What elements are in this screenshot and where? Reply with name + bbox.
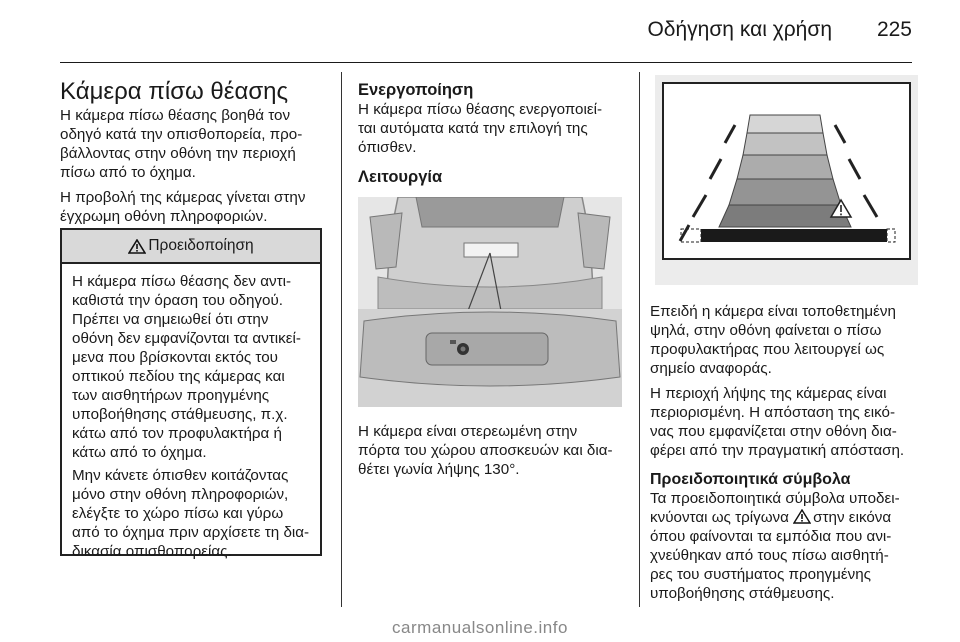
distance-paragraph: Η περιοχή λήψης της κάμερας είναι περιορισμένη. Η απόσταση της εικό- νας που εμφανίζεται στην οθόνη δια- φέρει από την πραγματική απόσταση. <box>650 385 905 459</box>
bumper-reference-paragraph: Επειδή η κάμερα είναι τοποθετημένη ψηλά, στην οθόνη φαίνεται ο πίσω προφυλακτήρας που λειτουργεί ως σημείο αναφοράς. <box>650 303 896 377</box>
activation-heading: Ενεργοποίηση <box>358 81 474 99</box>
column-divider-2 <box>639 72 640 607</box>
warning-symbols-heading: Προειδοποιητικά σύμβολα <box>650 471 851 488</box>
warning-header <box>62 230 320 264</box>
section-heading: Κάμερα πίσω θέασης <box>60 78 289 105</box>
column-divider-1 <box>341 72 342 607</box>
warning-box <box>60 228 322 560</box>
header-title: Οδήγηση και χρήση <box>647 18 832 41</box>
warning-body <box>62 264 320 561</box>
warning-triangle-icon <box>128 239 146 254</box>
illustration-caption: Η κάμερα είναι στερεωμένη στην πόρτα του χώρου αποσκευών και δια- θέτει γωνία λήψης 130°. <box>358 423 613 478</box>
right-column <box>650 302 925 609</box>
warning-title: Προειδοποίηση <box>148 237 254 254</box>
camera-display-illustration <box>655 75 918 285</box>
page-number: 225 <box>876 18 912 41</box>
warning-triangle-icon <box>793 509 811 524</box>
rear-camera-illustration <box>358 197 622 407</box>
left-column <box>60 78 328 232</box>
middle-column <box>358 80 628 187</box>
intro-paragraph: Η κάμερα πίσω θέασης βοηθά τον οδηγό κατά την οπισθοπορεία, προ- βάλλοντας στην οθόνη την περιοχή πίσω από το όχημα. <box>60 107 303 181</box>
display-paragraph: Η προβολή της κάμερας γίνεται στην έγχρωμη οθόνη πληροφοριών. <box>60 189 306 225</box>
activation-paragraph: Η κάμερα πίσω θέασης ενεργοποιεί- ται αυτόματα κατά την επιλογή της όπισθεν. <box>358 101 603 156</box>
operation-heading: Λειτουργία <box>358 168 443 186</box>
warning-symbols-paragraph: Τα προειδοποιητικά σύμβολα υποδει- κνύονται ως τρίγωνα στην εικόνα όπου φαίνονται τα εμπόδια που ανι- χνεύθηκαν από τους πίσω αισθητή- ρες του συστήματος προηγμένης υποβοήθησης στάθμευσης. <box>650 490 900 602</box>
header-rule <box>60 62 912 63</box>
warning-paragraph-2: Μην κάνετε όπισθεν κοιτάζοντας μόνο στην οθόνη πληροφοριών, ελέγξτε το χώρο πίσω και γύρω από το όχημα πριν αρχίσετε τη δια- δικασία οπισθοπορείας. <box>72 467 310 560</box>
watermark: carmanualsonline.info <box>392 618 568 637</box>
warning-paragraph-1: Η κάμερα πίσω θέασης δεν αντι- καθιστά την όραση του οδηγού. Πρέπει να σημειωθεί ότι στην οθόνη δεν εμφανίζονται τα αντικεί- μενα που βρίσκονται εκτός του οπτικού πεδίου της κάμερας και των αισθητήρων προηγμένης υποβοήθησης στάθμευσης, π.χ. κάτω από τον προφυλακτήρα ή κάτω από το όχημα. <box>72 273 301 461</box>
